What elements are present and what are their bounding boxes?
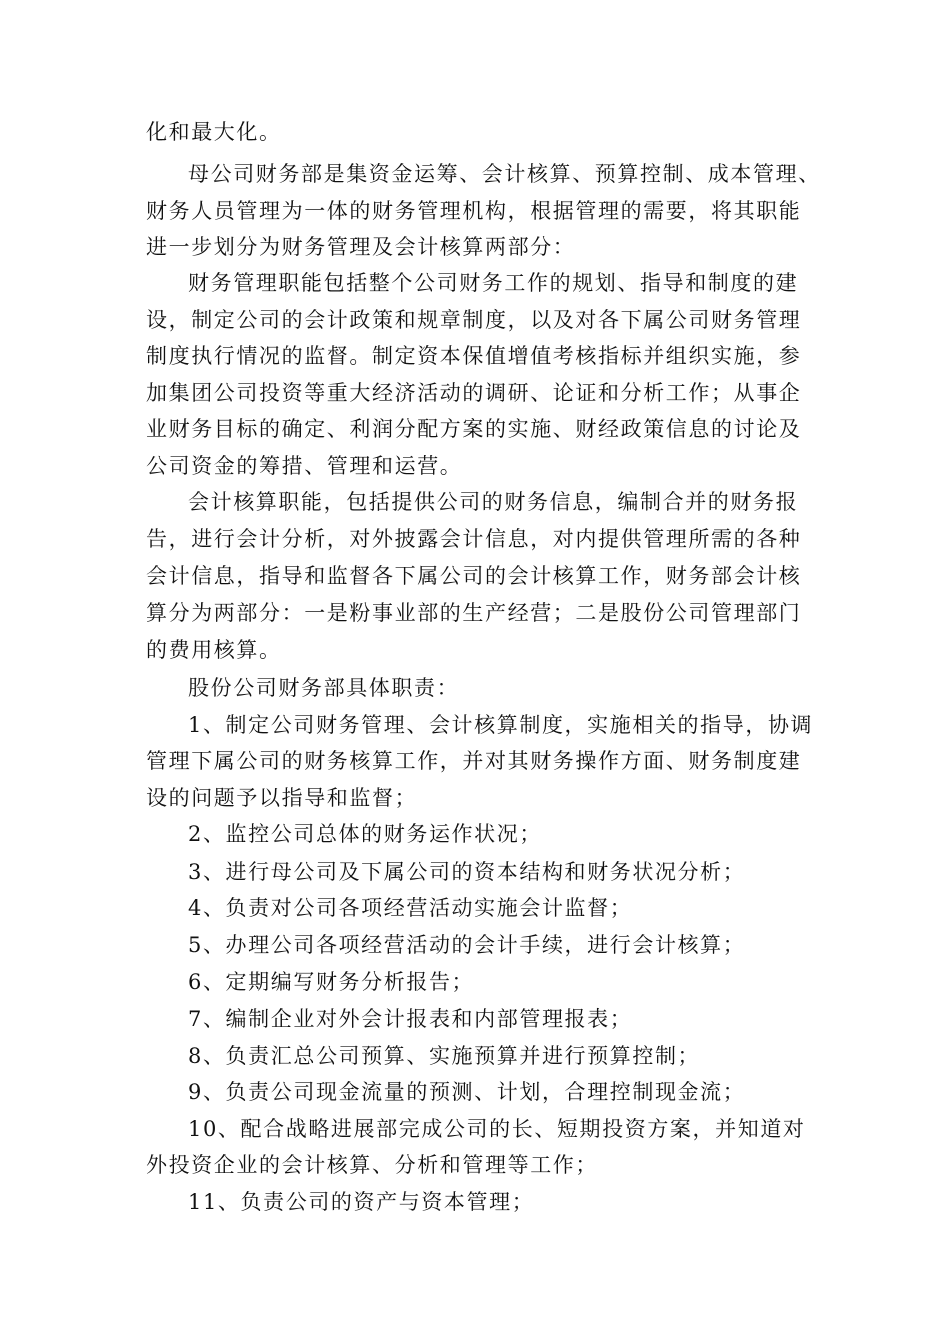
text-line: 制度执行情况的监督。制定资本保值增值考核指标并组织实施，参 — [146, 344, 802, 368]
text-line: 9、负责公司现金流量的预测、计划，合理控制现金流； — [188, 1080, 746, 1104]
text-line: 3、进行母公司及下属公司的资本结构和财务状况分析； — [188, 860, 746, 884]
text-line: 1、制定公司财务管理、会计核算制度，实施相关的指导，协调 — [188, 713, 814, 737]
text-line: 公司资金的筹措、管理和运营。 — [146, 454, 463, 478]
text-line: 管理下属公司的财务核算工作，并对其财务操作方面、财务制度建 — [146, 749, 802, 773]
text-line: 告，进行会计分析，对外披露会计信息，对内提供管理所需的各种 — [146, 527, 802, 551]
text-line: 6、定期编写财务分析报告； — [188, 970, 475, 994]
text-line: 算分为两部分：一是粉事业部的生产经营；二是股份公司管理部门 — [146, 601, 802, 625]
text-line: 会计信息，指导和监督各下属公司的会计核算工作，财务部会计核 — [146, 564, 802, 588]
text-line: 进一步划分为财务管理及会计核算两部分： — [146, 235, 576, 259]
text-line: 母公司财务部是集资金运筹、会计核算、预算控制、成本管理、 — [188, 162, 821, 186]
text-line: 化和最大化。 — [146, 120, 282, 144]
text-line: 会计核算职能，包括提供公司的财务信息，编制合并的财务报 — [188, 490, 799, 514]
text-line: 加集团公司投资等重大经济活动的调研、论证和分析工作；从事企 — [146, 381, 802, 405]
text-line: 4、负责对公司各项经营活动实施会计监督； — [188, 896, 633, 920]
text-line: 8、负责汇总公司预算、实施预算并进行预算控制； — [188, 1044, 701, 1068]
text-line: 的费用核算。 — [146, 638, 282, 662]
text-line: 设的问题予以指导和监督； — [146, 786, 418, 810]
text-line: 10、配合战略进展部完成公司的长、短期投资方案，并知道对 — [188, 1117, 806, 1141]
text-line: 2、监控公司总体的财务运作状况； — [188, 822, 542, 846]
text-line: 设，制定公司的会计政策和规章制度，以及对各下属公司财务管理 — [146, 308, 802, 332]
text-line: 业财务目标的确定、利润分配方案的实施、财经政策信息的讨论及 — [146, 417, 802, 441]
text-line: 外投资企业的会计核算、分析和管理等工作； — [146, 1153, 598, 1177]
text-line: 财务人员管理为一体的财务管理机构，根据管理的需要，将其职能 — [146, 199, 802, 223]
text-line: 7、编制企业对外会计报表和内部管理报表； — [188, 1007, 633, 1031]
text-line: 5、办理公司各项经营活动的会计手续，进行会计核算； — [188, 933, 746, 957]
text-line: 财务管理职能包括整个公司财务工作的规划、指导和制度的建 — [188, 271, 799, 295]
text-line: 11、负责公司的资产与资本管理； — [188, 1190, 535, 1214]
text-line: 股份公司财务部具体职责： — [188, 676, 460, 700]
